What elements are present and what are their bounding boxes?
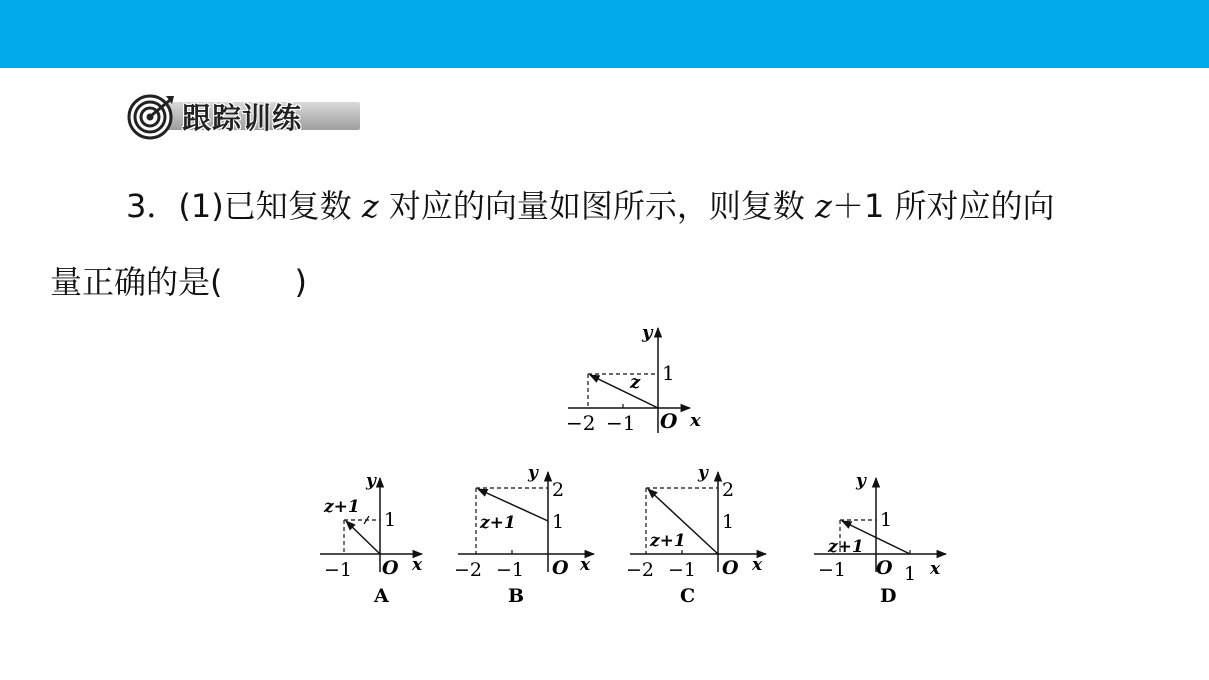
option-d-tick-m1: −1 (818, 559, 847, 581)
option-a-x-label: x (412, 555, 423, 575)
option-d-y-label: y (856, 471, 866, 491)
option-a-vector-label: z+1 (324, 497, 360, 517)
var-z: z (361, 187, 379, 225)
option-d-tick-y1: 1 (880, 509, 893, 531)
option-b-y-label: y (528, 463, 538, 483)
option-d-x-label: x (930, 559, 941, 579)
main-figure (560, 318, 720, 438)
section-title: 跟踪训练 (182, 101, 303, 135)
question-number: 3． (126, 187, 179, 225)
option-b-tick-m2: −2 (454, 559, 483, 581)
option-c-tick-2: 2 (722, 479, 735, 501)
option-c-vector-label: z+1 (650, 531, 686, 551)
option-d-figure (812, 460, 952, 610)
option-d-tick-1: 1 (904, 563, 917, 585)
main-tick-m1: −1 (606, 411, 636, 435)
option-a-letter: A (374, 585, 389, 607)
option-b-origin-label: O (552, 557, 569, 579)
top-bar (0, 0, 1209, 68)
main-x-label: x (690, 410, 701, 431)
option-c-origin-label: O (722, 557, 739, 579)
question-text-1: 已知复数 (223, 187, 352, 225)
option-b-tick-m1: −1 (496, 559, 525, 581)
question-text-4: 量正确的是( (50, 263, 223, 301)
option-a-tick-m1: −1 (324, 559, 353, 581)
option-c-letter: C (680, 585, 696, 607)
option-b-x-label: x (580, 555, 591, 575)
target-icon (126, 92, 176, 140)
option-c-y-label: y (698, 463, 708, 483)
option-c-tick-1: 1 (722, 511, 735, 533)
option-c-x-label: x (752, 555, 763, 575)
option-a-origin-label: O (382, 557, 399, 579)
option-c-tick-m2: −2 (626, 559, 655, 581)
question-part: (1) (178, 187, 224, 225)
option-d-vector-label: z+1 (828, 537, 864, 557)
option-b-vector-label: z+1 (480, 513, 516, 533)
main-y-label: y (642, 322, 653, 343)
question-close: ) (294, 263, 307, 301)
option-a-figure (318, 460, 428, 610)
option-c-figure (624, 460, 774, 610)
question-text-2: 对应的向量如图所示，则复数 (388, 187, 805, 225)
main-tick-1: 1 (662, 361, 675, 385)
option-a-tick-1: 1 (384, 509, 397, 531)
option-d-origin-label: O (876, 557, 893, 579)
main-origin-label: O (660, 409, 678, 433)
main-vector-label: z (630, 372, 641, 393)
option-b-letter: B (508, 585, 525, 607)
main-tick-m2: −2 (566, 411, 596, 435)
question-text-3: ＋1 所对应的向 (831, 187, 1055, 225)
question-text (50, 168, 1170, 320)
option-b-figure (452, 460, 602, 610)
option-c-tick-m1: −1 (668, 559, 697, 581)
var-z2: z (815, 187, 832, 225)
option-a-y-label: y (366, 471, 376, 491)
option-b-tick-2: 2 (552, 479, 565, 501)
option-b-tick-1: 1 (552, 511, 565, 533)
section-banner (126, 92, 362, 140)
option-d-letter: D (880, 585, 897, 607)
